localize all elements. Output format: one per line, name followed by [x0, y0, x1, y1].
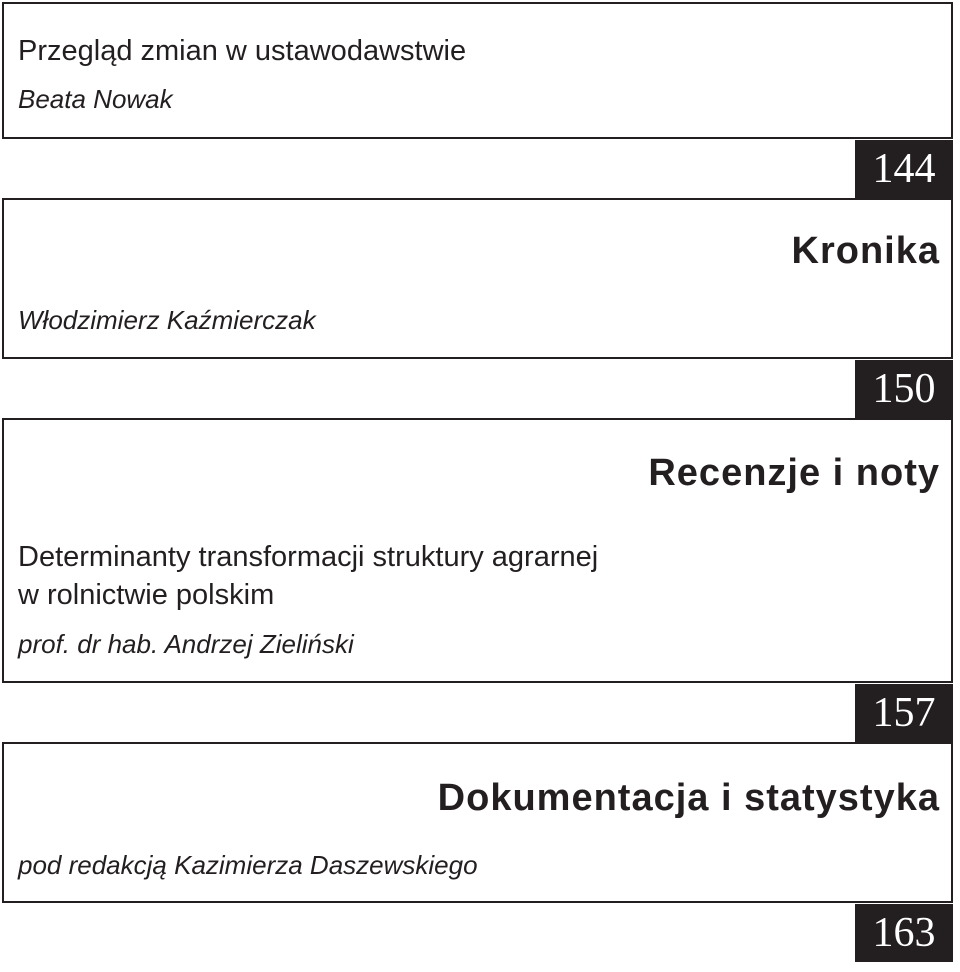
section-heading-recenzje: Recenzje i noty — [648, 452, 940, 494]
section-heading-dokumentacja: Dokumentacja i statystyka — [437, 777, 940, 819]
entry-author: prof. dr hab. Andrzej Zieliński — [18, 629, 354, 659]
entry-title: Przegląd zmian w ustawodawstwie — [18, 35, 467, 67]
page-number-tab: 150 — [855, 360, 953, 418]
entry-title-line-2: w rolnictwie polskim — [18, 579, 275, 611]
entry-author: Włodzimierz Kaźmierczak — [18, 305, 316, 335]
entry-title-line-1: Determinanty transformacji struktury agrarnej — [18, 541, 599, 573]
section-heading-kronika: Kronika — [791, 230, 940, 272]
page-number-tab: 163 — [855, 904, 953, 962]
page-number-tab: 144 — [855, 140, 953, 198]
entry-author: Beata Nowak — [18, 84, 173, 114]
page-number-tab: 157 — [855, 684, 953, 742]
toc-entry-box-1 — [2, 2, 953, 139]
entry-author: pod redakcją Kazimierza Daszewskiego — [18, 850, 478, 880]
